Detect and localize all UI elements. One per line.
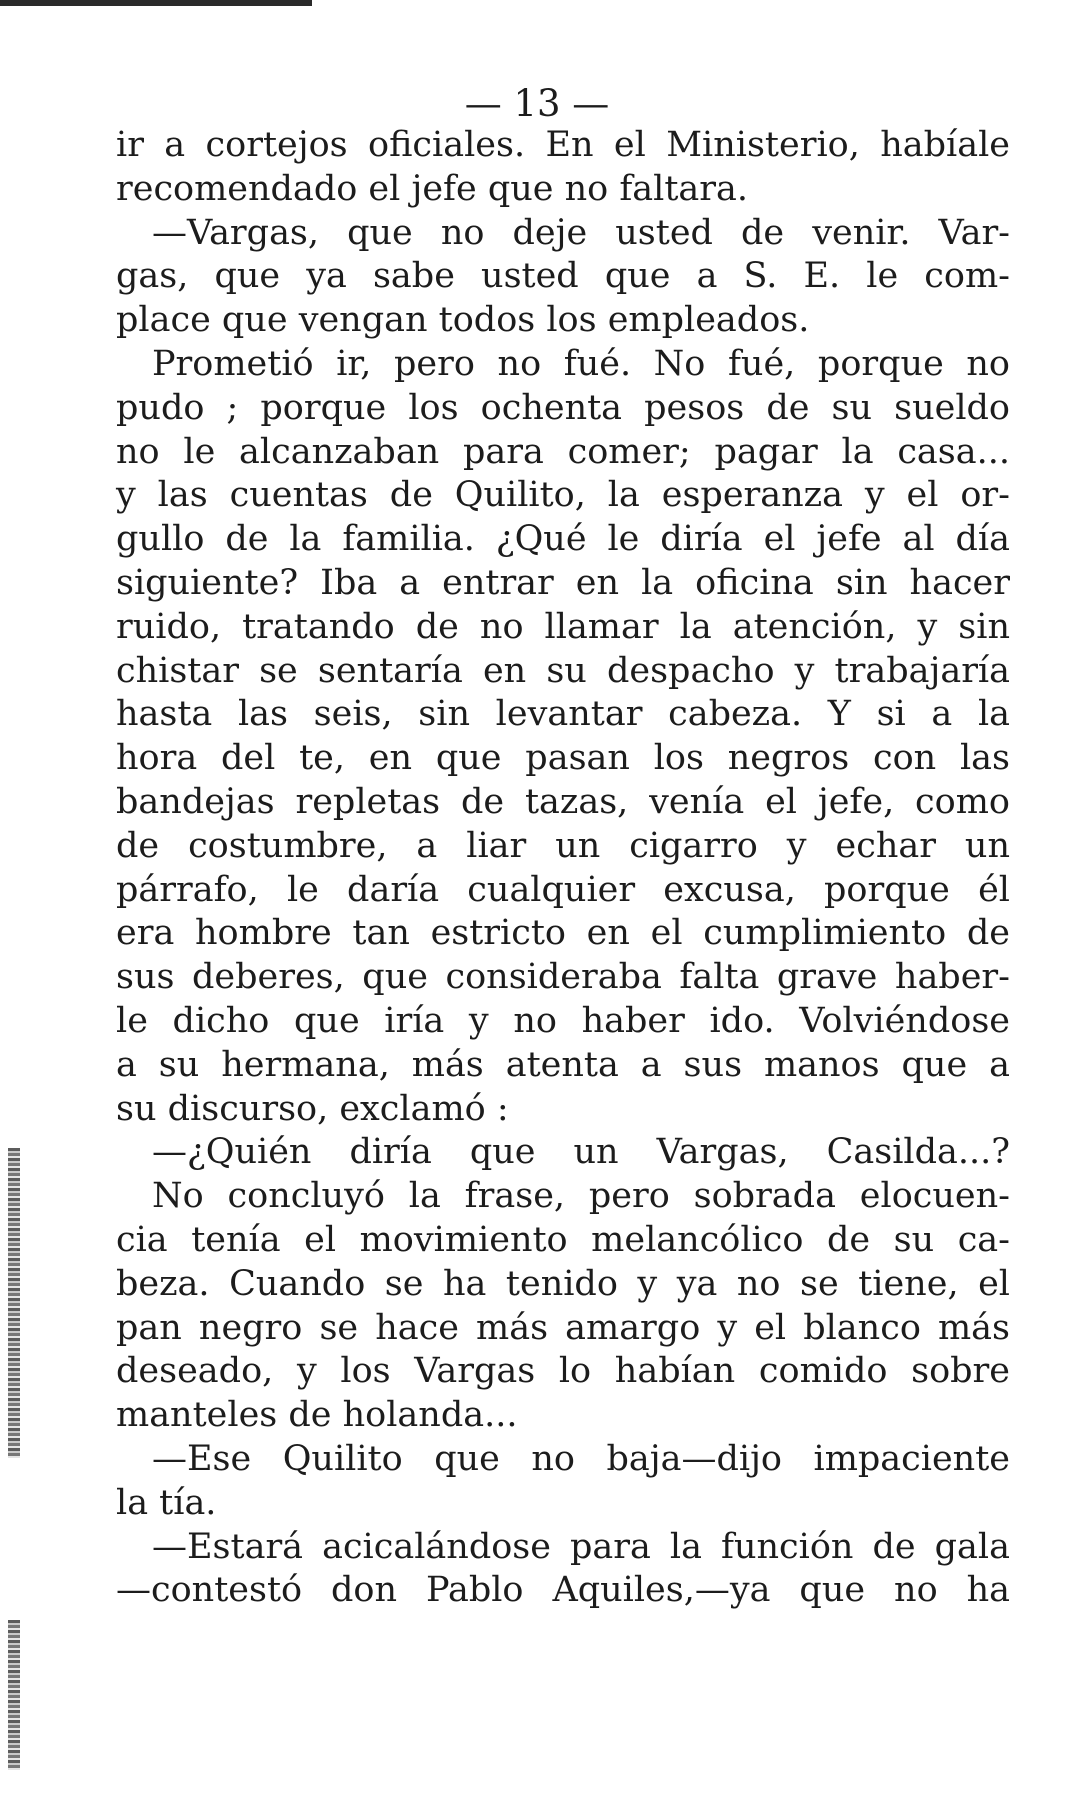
text-line: su discurso, exclamó : <box>116 1088 509 1129</box>
text-line: deseado, y los Vargas lo habían comido sobre <box>116 1351 1010 1392</box>
text-line: ir a cortejos oficiales. En el Ministerio, habíale <box>116 125 1010 165</box>
text-line: gullo de la familia. ¿Qué le diría el jefe al día <box>116 519 1010 560</box>
text-line: no le alcanzaban para comer; pagar la casa... <box>116 431 1010 472</box>
text-line: de costumbre, a liar un cigarro y echar un <box>116 825 1010 866</box>
text-line: chistar se sentaría en su despacho y trabajaría <box>116 650 1010 691</box>
text-line: beza. Cuando se ha tenido y ya no se tiene, el <box>116 1263 1010 1304</box>
text-line: a su hermana, más atenta a sus manos que a <box>116 1044 1010 1085</box>
text-line: No concluyó la frase, pero sobrada elocuen- <box>152 1176 1010 1217</box>
top-edge-rule <box>0 0 312 6</box>
text-line: la tía. <box>116 1482 217 1523</box>
text-line: hora del te, en que pasan los negros con las <box>116 738 1010 779</box>
text-line: —¿Quién diría que un Vargas, Casilda...? <box>152 1132 1010 1173</box>
page-number: — 13 — <box>464 82 610 125</box>
text-line: hasta las seis, sin levantar cabeza. Y si a la <box>116 694 1010 735</box>
body-text <box>116 124 1010 1613</box>
text-line: sus deberes, que consideraba falta grave haber- <box>116 957 1010 998</box>
text-line: pudo ; porque los ochenta pesos de su sueldo <box>116 387 1010 428</box>
text-line: párrafo, le daría cualquier excusa, porque él <box>116 869 1010 910</box>
text-line: cia tenía el movimiento melancólico de su ca- <box>116 1219 1010 1260</box>
text-line: —contestó don Pablo Aquiles,—ya que no ha <box>116 1570 1010 1611</box>
text-line: gas, que ya sabe usted que a S. E. le com- <box>116 256 1010 297</box>
text-line: siguiente? Iba a entrar en la oficina sin hacer <box>116 562 1010 603</box>
text-line: manteles de holanda... <box>116 1395 518 1436</box>
binding-edge-mark-lower <box>8 1620 20 1770</box>
binding-edge-mark <box>8 1148 20 1458</box>
text-line: le dicho que iría y no haber ido. Volviéndose <box>116 1000 1010 1041</box>
text-line: —Ese Quilito que no baja—dijo impaciente <box>152 1438 1010 1479</box>
text-line: bandejas repletas de tazas, venía el jefe, como <box>116 781 1010 822</box>
text-line: recomendado el jefe que no faltara. <box>116 168 749 209</box>
text-line: pan negro se hace más amargo y el blanco más <box>116 1307 1010 1348</box>
text-line: Prometió ir, pero no fué. No fué, porque no <box>152 343 1010 384</box>
text-line: y las cuentas de Quilito, la esperanza y el or- <box>116 475 1010 516</box>
text-line: place que vengan todos los empleados. <box>116 300 810 341</box>
text-line: —Vargas, que no deje usted de venir. Var- <box>152 212 1010 253</box>
text-line: —Estará acicalándose para la función de gala <box>152 1526 1010 1567</box>
text-line: era hombre tan estricto en el cumplimiento de <box>116 913 1010 954</box>
text-line: ruido, tratando de no llamar la atención, y sin <box>116 606 1010 647</box>
